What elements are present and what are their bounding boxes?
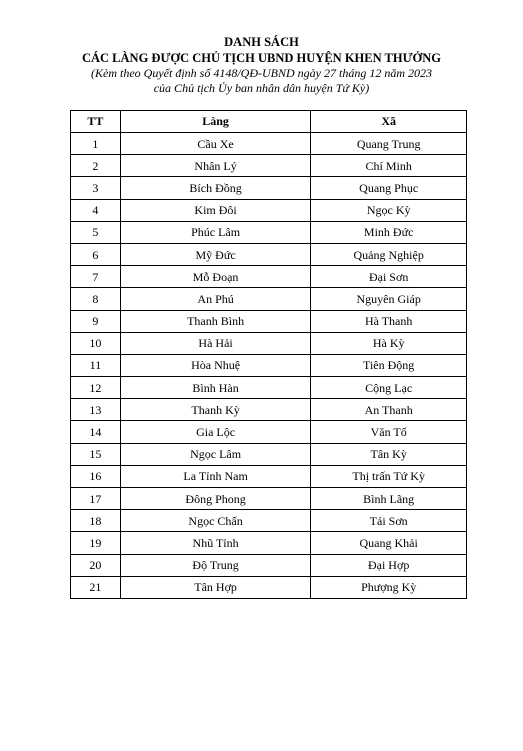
cell-xa: Ngọc Kỳ bbox=[311, 199, 467, 221]
cell-tt: 10 bbox=[71, 332, 121, 354]
cell-lang: Hòa Nhuệ bbox=[120, 354, 310, 376]
cell-xa: Tái Sơn bbox=[311, 510, 467, 532]
table-row bbox=[71, 532, 467, 554]
cell-lang: Nhân Lý bbox=[120, 155, 310, 177]
cell-xa: Minh Đức bbox=[311, 221, 467, 243]
document-header bbox=[0, 34, 523, 96]
cell-tt: 13 bbox=[71, 399, 121, 421]
cell-tt: 7 bbox=[71, 266, 121, 288]
table-row bbox=[71, 421, 467, 443]
cell-tt: 6 bbox=[71, 243, 121, 265]
cell-tt: 11 bbox=[71, 354, 121, 376]
cell-xa: An Thanh bbox=[311, 399, 467, 421]
table-row bbox=[71, 510, 467, 532]
table-row bbox=[71, 554, 467, 576]
table-row bbox=[71, 155, 467, 177]
cell-lang: Bích Đồng bbox=[120, 177, 310, 199]
cell-xa: Văn Tố bbox=[311, 421, 467, 443]
cell-lang: Mỗ Đoạn bbox=[120, 266, 310, 288]
cell-lang: An Phú bbox=[120, 288, 310, 310]
cell-xa: Hà Thanh bbox=[311, 310, 467, 332]
document-note-line-1: (Kèm theo Quyết định số 4148/QĐ-UBND ngày 27 tháng 12 năm 2023 bbox=[91, 66, 432, 80]
cell-xa: Tiên Động bbox=[311, 354, 467, 376]
table-header-row bbox=[71, 111, 467, 133]
cell-xa: Bình Lãng bbox=[311, 488, 467, 510]
cell-lang: Thanh Bình bbox=[120, 310, 310, 332]
cell-xa: Quảng Nghiệp bbox=[311, 243, 467, 265]
cell-xa: Đại Hợp bbox=[311, 554, 467, 576]
cell-lang: Mỹ Đức bbox=[120, 243, 310, 265]
cell-tt: 8 bbox=[71, 288, 121, 310]
cell-xa: Hà Kỳ bbox=[311, 332, 467, 354]
table-row bbox=[71, 288, 467, 310]
cell-lang: Độ Trung bbox=[120, 554, 310, 576]
table-row bbox=[71, 488, 467, 510]
cell-tt: 4 bbox=[71, 199, 121, 221]
column-header-tt: TT bbox=[71, 111, 121, 133]
cell-lang: Phúc Lâm bbox=[120, 221, 310, 243]
cell-xa: Quang Khải bbox=[311, 532, 467, 554]
cell-tt: 17 bbox=[71, 488, 121, 510]
table-row bbox=[71, 377, 467, 399]
table-row bbox=[71, 221, 467, 243]
column-header-lang: Làng bbox=[120, 111, 310, 133]
document-subtitle: CÁC LÀNG ĐƯỢC CHỦ TỊCH UBND HUYỆN KHEN THƯỞNG bbox=[81, 51, 442, 65]
table-row bbox=[71, 465, 467, 487]
cell-xa: Tân Kỳ bbox=[311, 443, 467, 465]
cell-lang: Ngọc Chấn bbox=[120, 510, 310, 532]
cell-tt: 20 bbox=[71, 554, 121, 576]
cell-tt: 1 bbox=[71, 133, 121, 155]
cell-tt: 5 bbox=[71, 221, 121, 243]
cell-xa: Quang Trung bbox=[311, 133, 467, 155]
table-row bbox=[71, 133, 467, 155]
document-title: DANH SÁCH bbox=[224, 35, 299, 49]
cell-lang: La Tỉnh Nam bbox=[120, 465, 310, 487]
table-row bbox=[71, 266, 467, 288]
cell-lang: Bình Hàn bbox=[120, 377, 310, 399]
cell-lang: Cầu Xe bbox=[120, 133, 310, 155]
cell-tt: 14 bbox=[71, 421, 121, 443]
cell-xa: Cộng Lạc bbox=[311, 377, 467, 399]
table-row bbox=[71, 310, 467, 332]
cell-xa: Phượng Kỳ bbox=[311, 576, 467, 598]
table-body bbox=[71, 133, 467, 599]
table-row bbox=[71, 354, 467, 376]
cell-xa: Quang Phục bbox=[311, 177, 467, 199]
cell-lang: Kim Đôi bbox=[120, 199, 310, 221]
cell-tt: 3 bbox=[71, 177, 121, 199]
cell-xa: Đại Sơn bbox=[311, 266, 467, 288]
cell-tt: 15 bbox=[71, 443, 121, 465]
column-header-xa: Xã bbox=[311, 111, 467, 133]
village-list-table bbox=[70, 110, 467, 599]
cell-lang: Hà Hải bbox=[120, 332, 310, 354]
table-row bbox=[71, 576, 467, 598]
cell-lang: Ngọc Lâm bbox=[120, 443, 310, 465]
cell-xa: Nguyên Giáp bbox=[311, 288, 467, 310]
document-note-line-2: của Chủ tịch Ủy ban nhân dân huyện Tứ Kỳ) bbox=[153, 81, 370, 95]
cell-lang: Gia Lộc bbox=[120, 421, 310, 443]
cell-lang: Tân Hợp bbox=[120, 576, 310, 598]
cell-xa: Chí Minh bbox=[311, 155, 467, 177]
cell-tt: 21 bbox=[71, 576, 121, 598]
cell-tt: 2 bbox=[71, 155, 121, 177]
cell-lang: Đông Phong bbox=[120, 488, 310, 510]
cell-lang: Nhũ Tỉnh bbox=[120, 532, 310, 554]
cell-tt: 9 bbox=[71, 310, 121, 332]
table-row bbox=[71, 332, 467, 354]
cell-xa: Thị trấn Tứ Kỳ bbox=[311, 465, 467, 487]
table-row bbox=[71, 443, 467, 465]
cell-tt: 12 bbox=[71, 377, 121, 399]
cell-tt: 16 bbox=[71, 465, 121, 487]
table-row bbox=[71, 399, 467, 421]
table-row bbox=[71, 199, 467, 221]
cell-tt: 18 bbox=[71, 510, 121, 532]
table-row bbox=[71, 177, 467, 199]
cell-lang: Thanh Kỳ bbox=[120, 399, 310, 421]
cell-tt: 19 bbox=[71, 532, 121, 554]
table-row bbox=[71, 243, 467, 265]
